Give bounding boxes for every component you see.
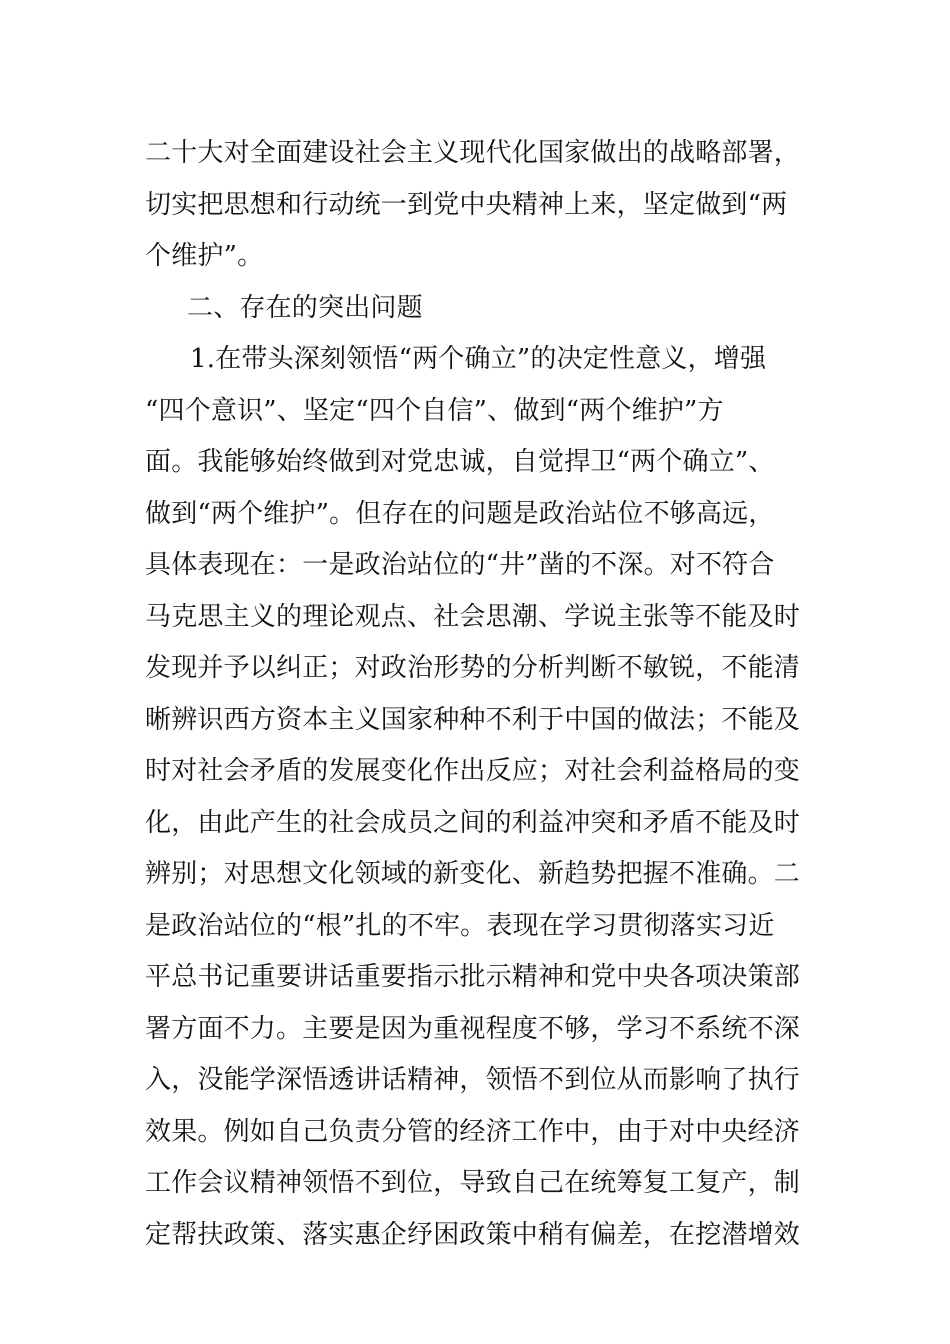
- text-line: 具体表现在：一是政治站位的“井”凿的不深。对不符合: [145, 550, 775, 580]
- text-line: 化，由此产生的社会成员之间的利益冲突和矛盾不能及时: [145, 807, 801, 838]
- text-line: 时对社会矛盾的发展变化作出反应；对社会利益格局的变: [145, 756, 801, 786]
- text-line: 定帮扶政策、落实惠企纾困政策中稍有偏差，在挖潜增效: [145, 1219, 801, 1250]
- text-line: 入，没能学深悟透讲话精神，领悟不到位从而影响了执行: [145, 1065, 801, 1095]
- text-line: 二十大对全面建设社会主义现代化国家做出的战略部署，: [145, 138, 801, 168]
- text-line: 效果。例如自己负责分管的经济工作中，由于对中央经济: [145, 1116, 801, 1147]
- text-line: 面。我能够始终做到对党忠诚，自觉捍卫“两个确立”、: [145, 447, 775, 477]
- text-line: 个维护”。: [145, 241, 264, 271]
- text-line: 马克思主义的理论观点、社会思潮、学说主张等不能及时: [145, 601, 801, 632]
- text-line: 是政治站位的“根”扎的不牢。表现在学习贯彻落实习近: [145, 910, 775, 941]
- document-body: [145, 128, 810, 1261]
- section-heading: 二、存在的突出问题: [187, 292, 423, 323]
- text-line: 署方面不力。主要是因为重视程度不够，学习不系统不深: [145, 1013, 801, 1044]
- text-line: 工作会议精神领悟不到位，导致自己在统筹复工复产，制: [145, 1168, 801, 1198]
- text-line: 切实把思想和行动统一到党中央精神上来，坚定做到“两: [145, 189, 788, 220]
- text-line: 辨别；对思想文化领域的新变化、新趋势把握不准确。二: [145, 859, 801, 889]
- text-line: 做到“两个维护”。但存在的问题是政治站位不够高远，: [145, 498, 775, 529]
- text-line: 发现并予以纠正；对政治形势的分析判断不敏锐，不能清: [145, 653, 801, 683]
- text-line: 1.在带头深刻领悟“两个确立”的决定性意义，增强: [190, 344, 767, 374]
- text-line: 晰辨识西方资本主义国家种种不利于中国的做法；不能及: [145, 704, 801, 735]
- text-line: 平总书记重要讲话重要指示批示精神和党中央各项决策部: [145, 962, 801, 992]
- text-line: “四个意识”、坚定“四个自信”、做到“两个维护”方: [145, 395, 724, 426]
